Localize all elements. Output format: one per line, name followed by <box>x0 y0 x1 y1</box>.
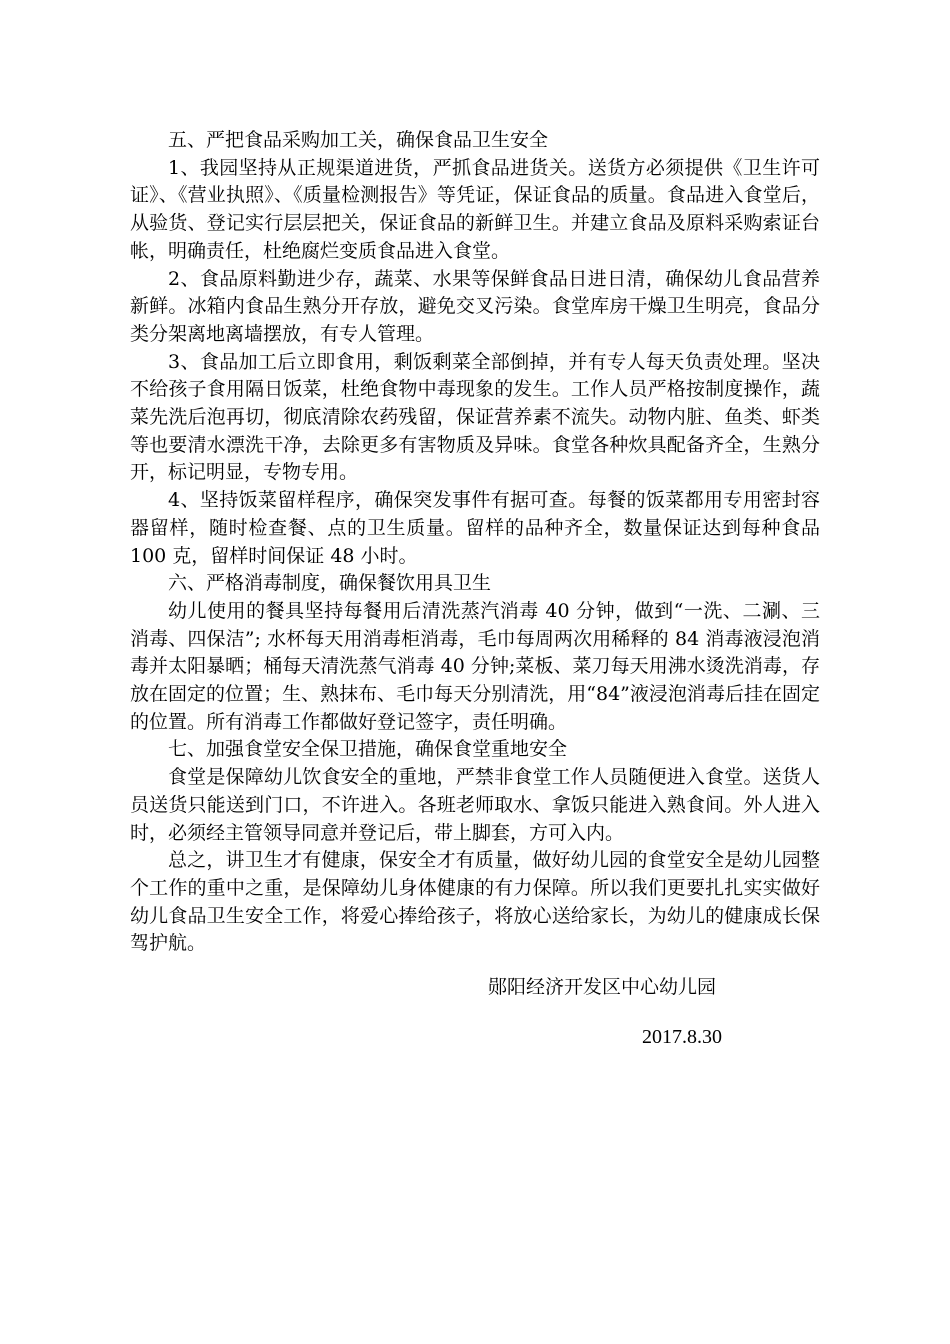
section-heading-7: 七、加强食堂安全保卫措施，确保食堂重地安全 <box>168 738 568 761</box>
paragraph-procurement-4: 4、坚持饭菜留样程序，确保突发事件有据可查。每餐的饭菜都用专用密封容器留样，随时检查餐、点的卫生质量。留样的品种齐全，数量保证达到每种食品 100 克，留样时间保证 48 小时。 <box>130 489 820 567</box>
paragraph-procurement-1: 1、我园坚持从正规渠道进货，严抓食品进货关。送货方必须提供《卫生许可证》、《营业执照》、《质量检测报告》等凭证，保证食品的质量。食品进入食堂后，从验货、登记实行层层把关，保证食品的新鲜卫生。并建立食品及原料采购索证台帐，明确责任，杜绝腐烂变质食品进入食堂。 <box>130 156 820 262</box>
paragraph-conclusion: 总之，讲卫生才有健康，保安全才有质量，做好幼儿园的食堂安全是幼儿园整个工作的重中之重，是保障幼儿身体健康的有力保障。所以我们更要扎扎实实做好幼儿食品卫生安全工作，将爱心捧给孩子，将放心送给家长，为幼儿的健康成长保驾护航。 <box>130 849 820 955</box>
paragraph-procurement-2: 2、食品原料勤进少存，蔬菜、水果等保鲜食品日进日清，确保幼儿食品营养新鲜。冰箱内食品生熟分开存放，避免交叉污染。食堂库房干燥卫生明亮，食品分类分架离地离墙摆放，有专人管理。 <box>130 267 820 345</box>
paragraph-security: 食堂是保障幼儿饮食安全的重地，严禁非食堂工作人员随便进入食堂。送货人员送货只能送到门口，不许进入。各班老师取水、拿饭只能进入熟食间。外人进入时，必须经主管领导同意并登记后，带上脚套，方可入内。 <box>130 766 820 844</box>
paragraph-disinfection: 幼儿使用的餐具坚持每餐用后清洗蒸汽消毒 40 分钟，做到“一洗、二涮、三消毒、四保洁”; 水杯每天用消毒柜消毒，毛巾每周两次用稀释的 84 消毒液浸泡消毒并太阳暴晒；桶每天清洗蒸气消毒 40 分钟;菜板、菜刀每天用沸水烫洗消毒，存放在固定的位置；生、熟抹布、毛巾每天分别清洗，用“84”液浸泡消毒后挂在固定的位置。所有消毒工作都做好登记签字，责任明确。 <box>130 599 820 733</box>
signature-organization: 郧阳经济开发区中心幼儿园 <box>488 976 717 998</box>
signature-date: 2017.8.30 <box>642 1026 722 1048</box>
document-body <box>130 127 820 958</box>
paragraph-procurement-3: 3、食品加工后立即食用，剩饭剩菜全部倒掉，并有专人每天负责处理。坚决不给孩子食用隔日饭菜，杜绝食物中毒现象的发生。工作人员严格按制度操作，蔬菜先洗后泡再切，彻底清除农药残留，保证营养素不流失。动物内脏、鱼类、虾类等也要清水漂洗干净，去除更多有害物质及异味。食堂各种炊具配备齐全，生熟分开，标记明显，专物专用。 <box>130 350 820 484</box>
section-heading-6: 六、严格消毒制度，确保餐饮用具卫生 <box>168 572 492 595</box>
section-heading-5: 五、严把食品采购加工关，确保食品卫生安全 <box>168 129 549 151</box>
